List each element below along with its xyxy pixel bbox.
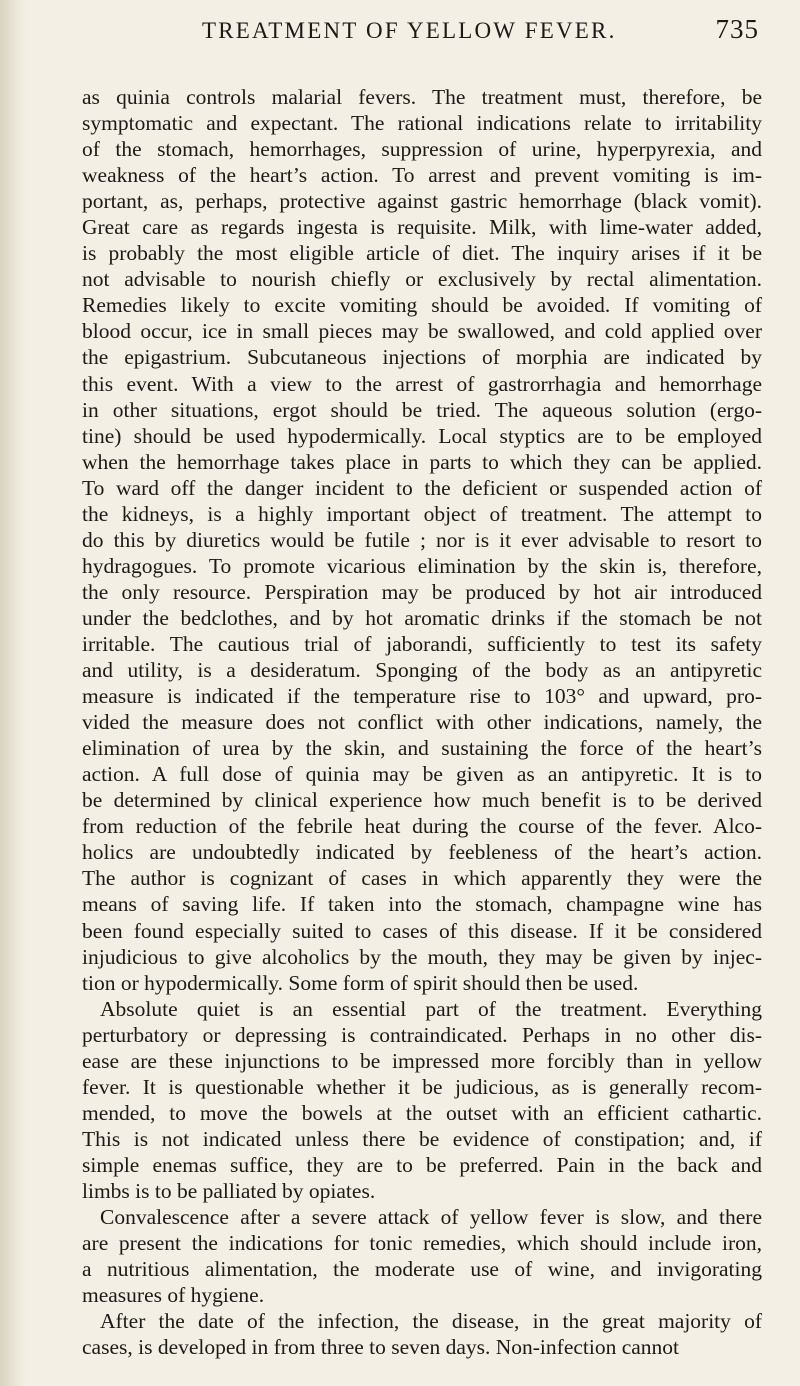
text-line: when the hemorrhage takes place in parts to which they can be applied. [82,449,762,474]
text-line: measure is indicated if the temperature rise to 103° and upward, pro- [82,684,762,709]
text-line: After the date of the infection, the disease, in the great majority of [100,1309,762,1334]
text-line: the kidneys, is a highly important object of treatment. The attempt to [82,501,762,526]
page-header [92,14,759,54]
text-line: is probably the most eligible article of diet. The inquiry arises if it be [82,241,762,266]
text-line: perturbatory or depressing is contraindicated. Perhaps in no other dis- [82,1022,762,1047]
text-line: symptomatic and expectant. The rational indications relate to irritability [82,111,762,136]
text-line: Remedies likely to excite vomiting should be avoided. If vomiting of [82,293,762,318]
text-line: are present the indications for tonic remedies, which should include iron, [82,1231,762,1256]
text-line: irritable. The cautious trial of jaborandi, sufficiently to test its safety [82,631,762,656]
text-line: as quinia controls malarial fevers. The treatment must, therefore, be [82,85,762,109]
text-line: not advisable to nourish chiefly or exclusively by rectal alimentation. [82,267,762,292]
text-line: in other situations, ergot should be tried. The aqueous solution (ergo- [82,397,762,422]
text-line: and utility, is a desideratum. Sponging of the body as an antipyretic [82,658,762,683]
text-line: mended, to move the bowels at the outset with an efficient cathartic. [82,1100,762,1125]
text-line: this event. With a view to the arrest of gastrorrhagia and hemorrhage [82,371,762,396]
text-line: holics are undoubtedly indicated by feebleness of the heart’s action. [82,840,762,865]
text-line: tine) should be used hypodermically. Local styptics are to be employed [82,423,762,448]
text-line: Great care as regards ingesta is requisite. Milk, with lime-water added, [82,215,762,240]
text-line: measures of hygiene. [82,1283,265,1308]
page-number: 735 [715,14,759,44]
page-edge-shadow [0,0,26,1386]
text-line: hydragogues. To promote vicarious elimination by the skin is, therefore, [82,553,762,578]
text-line: means of saving life. If taken into the stomach, champagne wine has [82,892,762,917]
text-line: under the bedclothes, and by hot aromatic drinks if the stomach be not [82,605,762,630]
text-line: tion or hypodermically. Some form of spirit should then be used. [82,970,639,995]
text-line: elimination of urea by the skin, and sustaining the force of the heart’s [82,736,762,761]
running-title: TREATMENT OF YELLOW FEVER. [202,18,617,43]
text-line: weakness of the heart’s action. To arrest and prevent vomiting is im- [82,163,762,188]
text-line: Absolute quiet is an essential part of the treatment. Everything [100,996,762,1021]
text-line: fever. It is questionable whether it be judicious, as is generally recom- [82,1074,762,1099]
text-line: portant, as, perhaps, protective against gastric hemorrhage (black vomit). [82,189,762,214]
text-line: the epigastrium. Subcutaneous injections of morphia are indicated by [82,345,762,370]
text-line: injudicious to give alcoholics by the mouth, they may be given by injec- [82,944,762,969]
text-line: the only resource. Perspiration may be produced by hot air introduced [82,579,762,604]
text-line: limbs is to be palliated by opiates. [82,1178,376,1203]
text-line: from reduction of the febrile heat during the course of the fever. Alco- [82,814,762,839]
text-line: The author is cognizant of cases in which apparently they were the [82,866,762,891]
text-line: simple enemas suffice, they are to be preferred. Pain in the back and [82,1152,762,1177]
text-line: action. A full dose of quinia may be given as an antipyretic. It is to [82,762,762,787]
text-line: be determined by clinical experience how much benefit is to be derived [82,788,762,813]
text-line: a nutritious alimentation, the moderate use of wine, and invigorating [82,1257,762,1282]
body-text [82,84,762,1360]
text-line: of the stomach, hemorrhages, suppression of urine, hyperpyrexia, and [82,137,762,162]
text-line: Convalescence after a severe attack of yellow fever is slow, and there [100,1205,762,1230]
text-line: This is not indicated unless there be evidence of constipation; and, if [82,1126,762,1151]
text-line: ease are these injunctions to be impressed more forcibly than in yellow [82,1048,762,1073]
text-line: blood occur, ice in small pieces may be swallowed, and cold applied over [82,319,762,344]
text-line: cases, is developed in from three to seven days. Non-infection cannot [82,1335,680,1360]
text-line: do this by diuretics would be futile ; nor is it ever advisable to resort to [82,527,762,552]
text-line: vided the measure does not conflict with other indications, namely, the [82,710,762,735]
text-line: been found especially suited to cases of this disease. If it be considered [82,918,762,943]
text-line: To ward off the danger incident to the deficient or suspended action of [82,475,762,500]
